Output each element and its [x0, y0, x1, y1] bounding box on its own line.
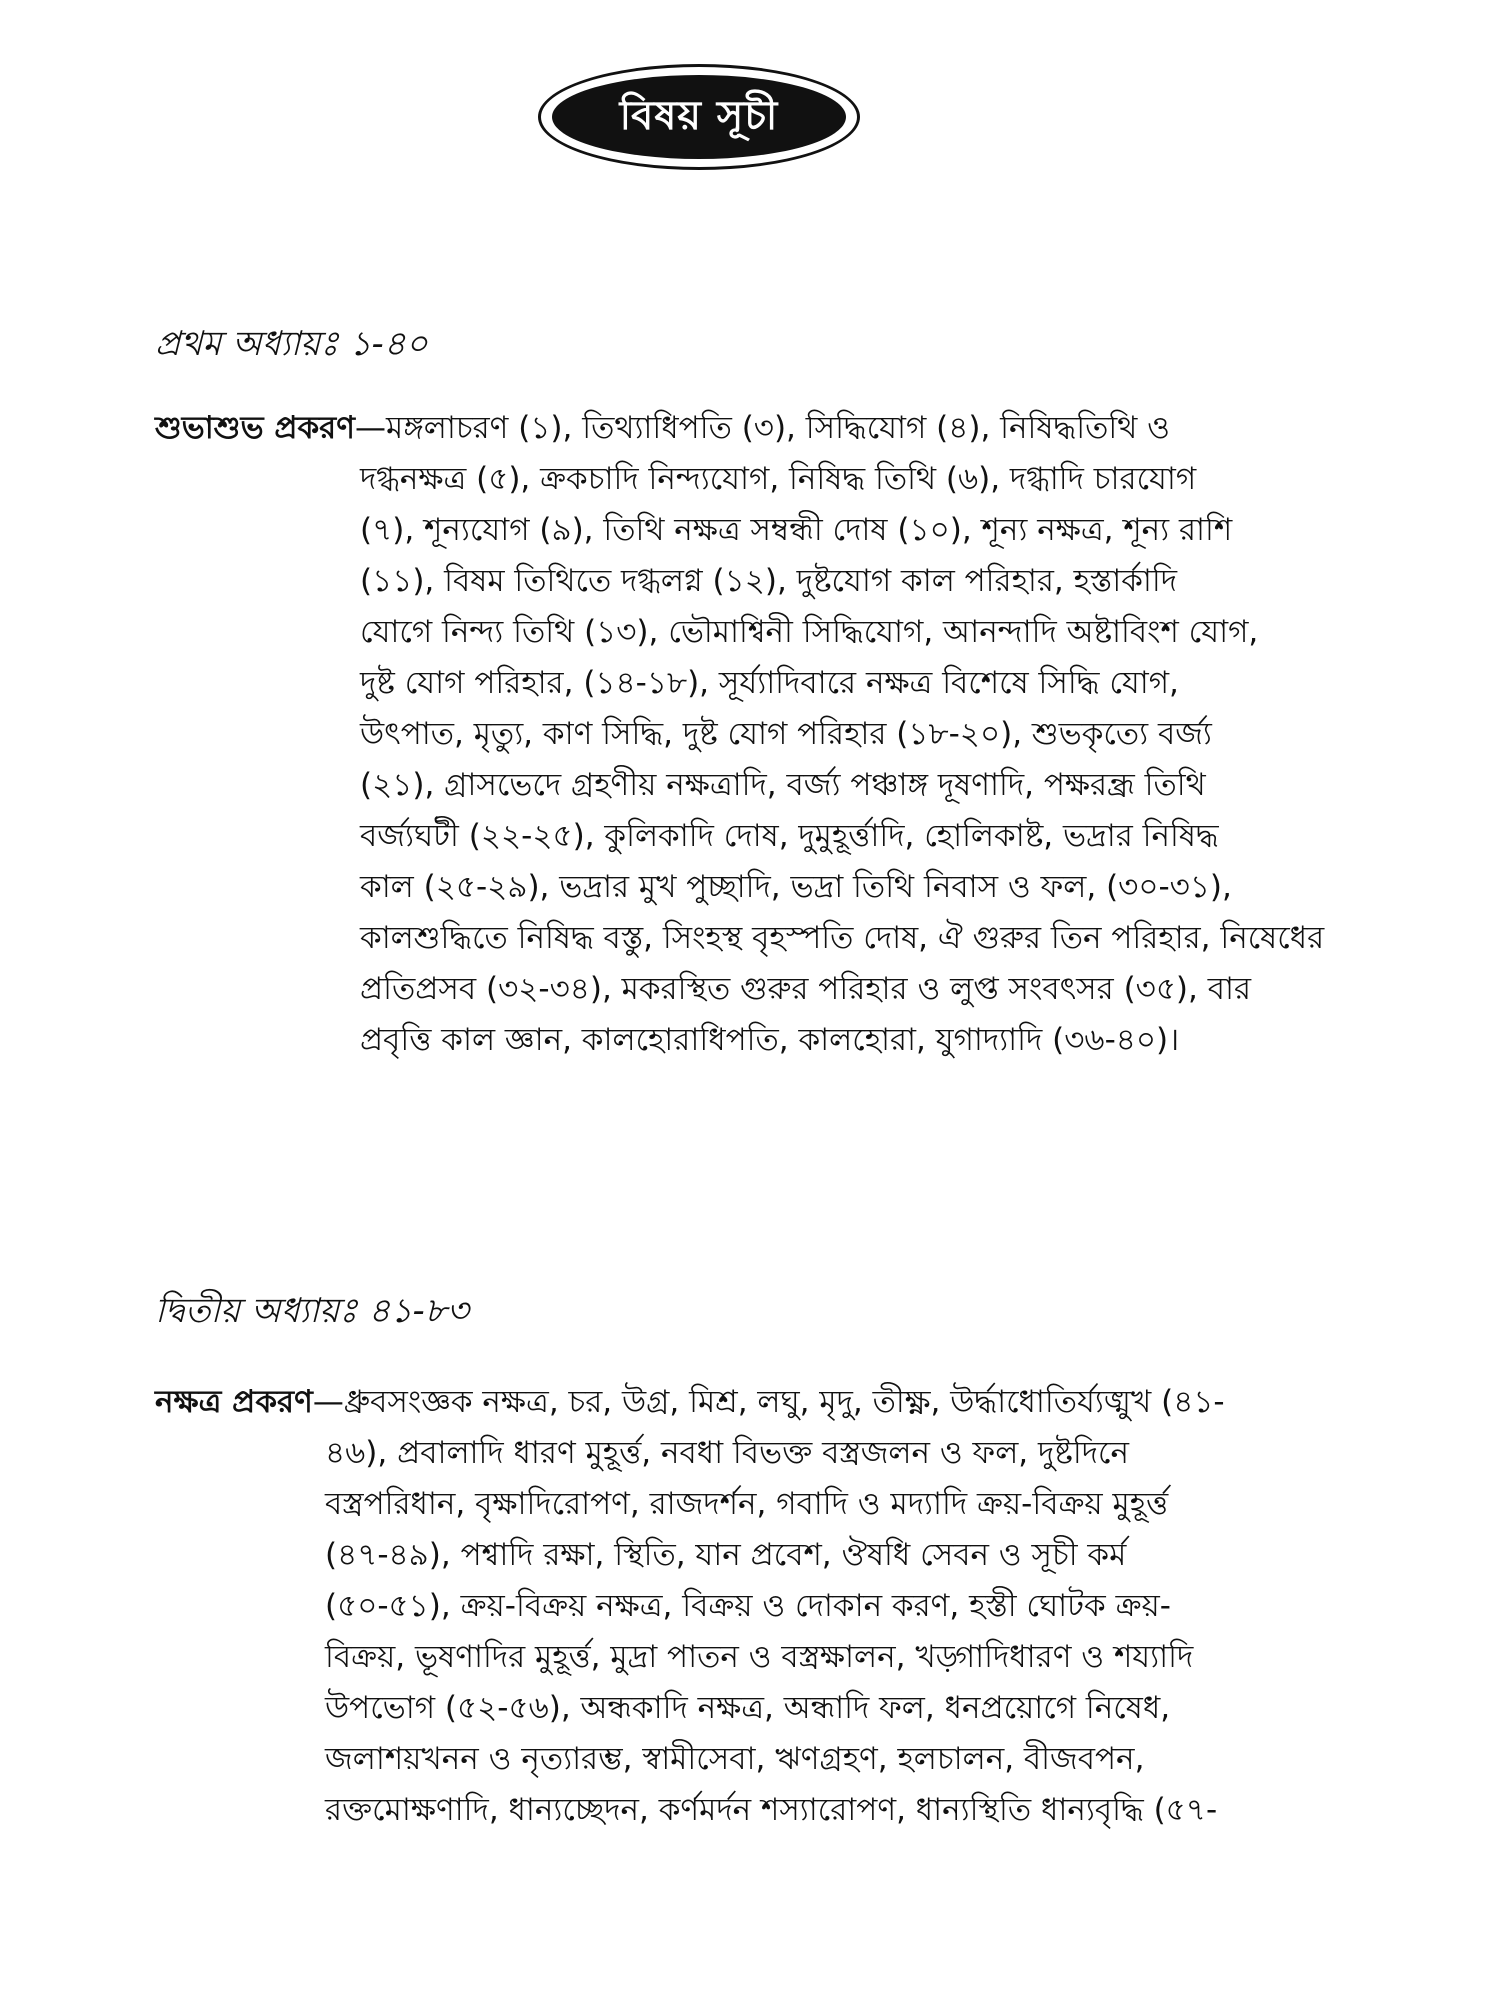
section-label: শুভাশুভ প্রকরণ: [155, 410, 355, 446]
content-text: —মঙ্গলাচরণ (১), তিথ্যাধিপতি (৩), সিদ্ধিযোগ (৪), নিষিদ্ধতিথি ও: [354, 410, 1170, 446]
content-line: উপভোগ (৫২-৫৬), অন্ধকাদি নক্ষত্র, অন্ধাদি ফল, ধনপ্রয়োগে নিষেধ,: [325, 1690, 1171, 1726]
chapter-1-contents: [155, 403, 1325, 1066]
content-line: প্রবৃত্তি কাল জ্ঞান, কালহোরাধিপতি, কালহোরা, যুগাদ্যাদি (৩৬-৪০)।: [360, 1022, 1180, 1058]
chapter-heading-2: দ্বিতীয় অধ্যায়ঃ ৪১-৮৩: [155, 1291, 469, 1331]
content-line: প্রতিপ্রসব (৩২-৩৪), মকরস্থিত গুরুর পরিহার ও লুপ্ত সংবৎসর (৩৫), বার: [360, 971, 1252, 1007]
content-line: যোগে নিন্দ্য তিথি (১৩), ভৌমাশ্বিনী সিদ্ধিযোগ, আনন্দাদি অষ্টাবিংশ যোগ,: [360, 614, 1259, 650]
content-line: বিক্রয়, ভূষণাদির মুহূর্ত্ত, মুদ্রা পাতন ও বস্ত্রক্ষালন, খড়্গাদিধারণ ও শয্যাদি: [325, 1639, 1194, 1675]
content-line: কালশুদ্ধিতে নিষিদ্ধ বস্তু, সিংহস্থ বৃহস্পতি দোষ, ঐ গুরুর তিন পরিহার, নিষেধের: [360, 920, 1325, 956]
title-ellipse: [538, 64, 860, 170]
content-line: (৫০-৫১), ক্রয়-বিক্রয় নক্ষত্র, বিক্রয় ও দোকান করণ, হস্তী ঘোটক ক্রয়-: [325, 1588, 1171, 1624]
page-title: বিষয় সূচী: [619, 92, 779, 139]
content-line: রক্তমোক্ষণাদি, ধান্যচ্ছেদন, কর্ণমর্দন শস্যারোপণ, ধান্যস্থিতি ধান্যবৃদ্ধি (৫৭-: [325, 1792, 1218, 1828]
content-line: (১১), বিষম তিথিতে দগ্ধলগ্ন (১২), দুষ্টযোগ কাল পরিহার, হস্তার্কাদি: [360, 563, 1178, 599]
content-line: দুষ্ট যোগ পরিহার, (১৪-১৮), সূর্য্যাদিবারে নক্ষত্র বিশেষে সিদ্ধি যোগ,: [360, 665, 1179, 701]
content-line: বর্জ্যঘটী (২২-২৫), কুলিকাদি দোষ, দুমুহূর্ত্তাদি, হোলিকাষ্ট, ভদ্রার নিষিদ্ধ: [360, 818, 1219, 854]
content-line: (২১), গ্রাসভেদে গ্রহণীয় নক্ষত্রাদি, বর্জ্য পঞ্চাঙ্গ দূষণাদি, পক্ষরন্ধ্র তিথি: [360, 767, 1206, 803]
content-text: —ধ্রুবসংজ্ঞক নক্ষত্র, চর, উগ্র, মিশ্র, লঘু, মৃদু, তীক্ষ্ণ, উর্দ্ধাধোতির্য্যঙ্মুখ (৪১-: [312, 1384, 1225, 1420]
content-line: বস্ত্রপরিধান, বৃক্ষাদিরোপণ, রাজদর্শন, গবাদি ও মদ্যাদি ক্রয়-বিক্রয় মুহূর্ত্ত: [325, 1486, 1169, 1522]
content-line: [155, 1377, 1305, 1428]
chapter-2-contents: [155, 1377, 1305, 1836]
content-line: (৪৭-৪৯), পশ্বাদি রক্ষা, স্থিতি, যান প্রবেশ, ঔষধি সেবন ও সূচী কর্ম: [325, 1537, 1127, 1573]
content-line: [155, 403, 1305, 454]
content-line: (৭), শূন্যযোগ (৯), তিথি নক্ষত্র সম্বন্ধী দোষ (১০), শূন্য নক্ষত্র, শূন্য রাশি: [360, 512, 1233, 548]
content-line: ৪৬), প্রবালাদি ধারণ মুহূর্ত্ত, নবধা বিভক্ত বস্ত্রজলন ও ফল, দুষ্টদিনে: [325, 1435, 1129, 1471]
content-line: কাল (২৫-২৯), ভদ্রার মুখ পুচ্ছাদি, ভদ্রা তিথি নিবাস ও ফল, (৩০-৩১),: [360, 869, 1232, 905]
section-label: নক্ষত্র প্রকরণ: [155, 1384, 313, 1420]
content-line: উৎপাত, মৃত্যু, কাণ সিদ্ধি, দুষ্ট যোগ পরিহার (১৮-২০), শুভকৃত্যে বর্জ্য: [360, 716, 1212, 752]
content-line: দগ্ধনক্ষত্র (৫), ক্রকচাদি নিন্দ্যযোগ, নিষিদ্ধ তিথি (৬), দগ্ধাদি চারযোগ: [360, 461, 1197, 497]
chapter-heading-1: প্রথম অধ্যায়ঃ ১-৪০: [155, 324, 428, 364]
content-line: জলাশয়খনন ও নৃত্যারম্ভ, স্বামীসেবা, ঋণগ্রহণ, হলচালন, বীজবপন,: [325, 1741, 1145, 1777]
